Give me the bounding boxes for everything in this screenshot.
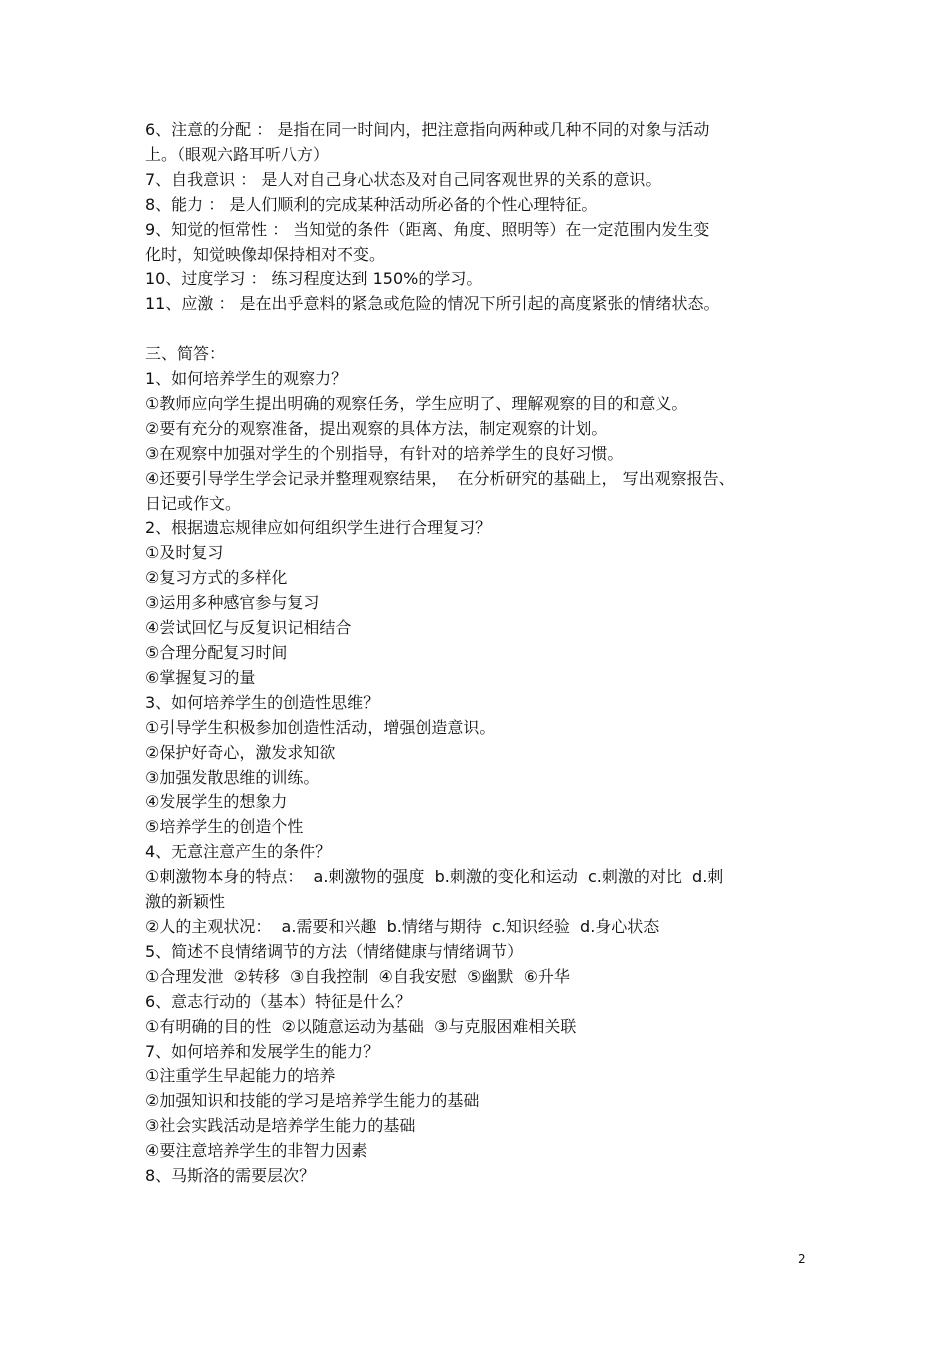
- page-number: 2: [798, 1252, 806, 1266]
- definition-line: 6、注意的分配 ： 是指在同一时间内，把注意指向两种或几种不同的对象与活动: [145, 120, 710, 139]
- definition-line: 10、过度学习 ： 练习程度达到 150%的学习。: [145, 269, 483, 289]
- answer-line: ①教师应向学生提出明确的观察任务，学生应明了、理解观察的目的和意义。: [145, 393, 688, 413]
- answer-line: 1、如何培养学生的观察力？: [145, 369, 348, 389]
- answer-line: 8、马斯洛的需要层次？: [145, 1166, 316, 1186]
- definition-line: 7、自我意识 ： 是人对自己身心状态及对自己同客观世界的关系的意识。: [145, 169, 662, 189]
- answer-line: 6、意志行动的（基本）特征是什么？: [145, 991, 412, 1011]
- definition-line: 上。（眼观六路耳听八方）: [145, 144, 330, 164]
- answer-line: ④尝试回忆与反复识记相结合: [145, 618, 352, 638]
- section-title: 三、简答：: [145, 344, 226, 364]
- answer-line: ⑤合理分配复习时间: [145, 643, 288, 663]
- page-content: [145, 118, 810, 1189]
- answers-list: [145, 367, 810, 1189]
- answer-line: ③社会实践活动是培养学生能力的基础: [145, 1116, 416, 1136]
- answer-line: ②人的主观状况： a.需要和兴趣 b.情绪与期待 c.知识经验 d.身心状态: [145, 916, 660, 936]
- answer-line: ①及时复习: [145, 543, 224, 563]
- answer-line: 激的新颖性: [145, 892, 226, 912]
- definition-line: 化时，知觉映像却保持相对不变。: [145, 244, 386, 264]
- answer-line: ①合理发泄 ②转移 ③自我控制 ④自我安慰 ⑤幽默 ⑥升华: [145, 966, 570, 986]
- definitions-list: [145, 118, 810, 317]
- answer-line: ②要有充分的观察准备，提出观察的具体方法，制定观察的计划。: [145, 418, 608, 438]
- answer-line: ④还要引导学生学会记录并整理观察结果， 在分析研究的基础上， 写出观察报告、: [145, 468, 735, 488]
- section-spacer: [145, 317, 810, 342]
- answer-line: ②保护好奇心，激发求知欲: [145, 742, 336, 762]
- definition-line: 11、应激 ： 是在出乎意料的紧急或危险的情况下所引起的高度紧张的情绪状态。: [145, 294, 720, 314]
- answer-line: ⑤培养学生的创造个性: [145, 817, 304, 837]
- answer-line: ①引导学生积极参加创造性活动，增强创造意识。: [145, 717, 496, 737]
- answer-line: 5、简述不良情绪调节的方法（情绪健康与情绪调节）: [145, 941, 524, 961]
- answer-line: ①有明确的目的性 ②以随意运动为基础 ③与克服困难相关联: [145, 1016, 577, 1036]
- definition-line: 8、能力 ： 是人们顺利的完成某种活动所必备的个性心理特征。: [145, 194, 598, 214]
- answer-line: ①注重学生早起能力的培养: [145, 1066, 336, 1086]
- answer-line: ②复习方式的多样化: [145, 568, 288, 588]
- answer-line: ③加强发散思维的训练。: [145, 767, 320, 787]
- definition-line: 9、知觉的恒常性 ： 当知觉的条件（距离、角度、照明等）在一定范围内发生变: [145, 219, 710, 239]
- answer-line: ④发展学生的想象力: [145, 792, 288, 812]
- answer-line: ②加强知识和技能的学习是培养学生能力的基础: [145, 1091, 480, 1111]
- answer-line: 3、如何培养学生的创造性思维？: [145, 692, 380, 712]
- answer-line: 2、根据遗忘规律应如何组织学生进行合理复习？: [145, 518, 492, 538]
- answer-line: 7、如何培养和发展学生的能力？: [145, 1041, 380, 1061]
- answer-line: 4、无意注意产生的条件？: [145, 842, 332, 862]
- answer-line: ④要注意培养学生的非智力因素: [145, 1141, 368, 1161]
- answer-line: ③运用多种感官参与复习: [145, 593, 320, 613]
- answer-line: ①刺激物本身的特点： a.刺激物的强度 b.刺激的变化和运动 c.刺激的对比 d.刺: [145, 867, 724, 887]
- answer-line: ③在观察中加强对学生的个别指导，有针对的培养学生的良好习惯。: [145, 443, 624, 463]
- answer-line: 日记或作文。: [145, 493, 242, 513]
- answer-line: ⑥掌握复习的量: [145, 667, 256, 687]
